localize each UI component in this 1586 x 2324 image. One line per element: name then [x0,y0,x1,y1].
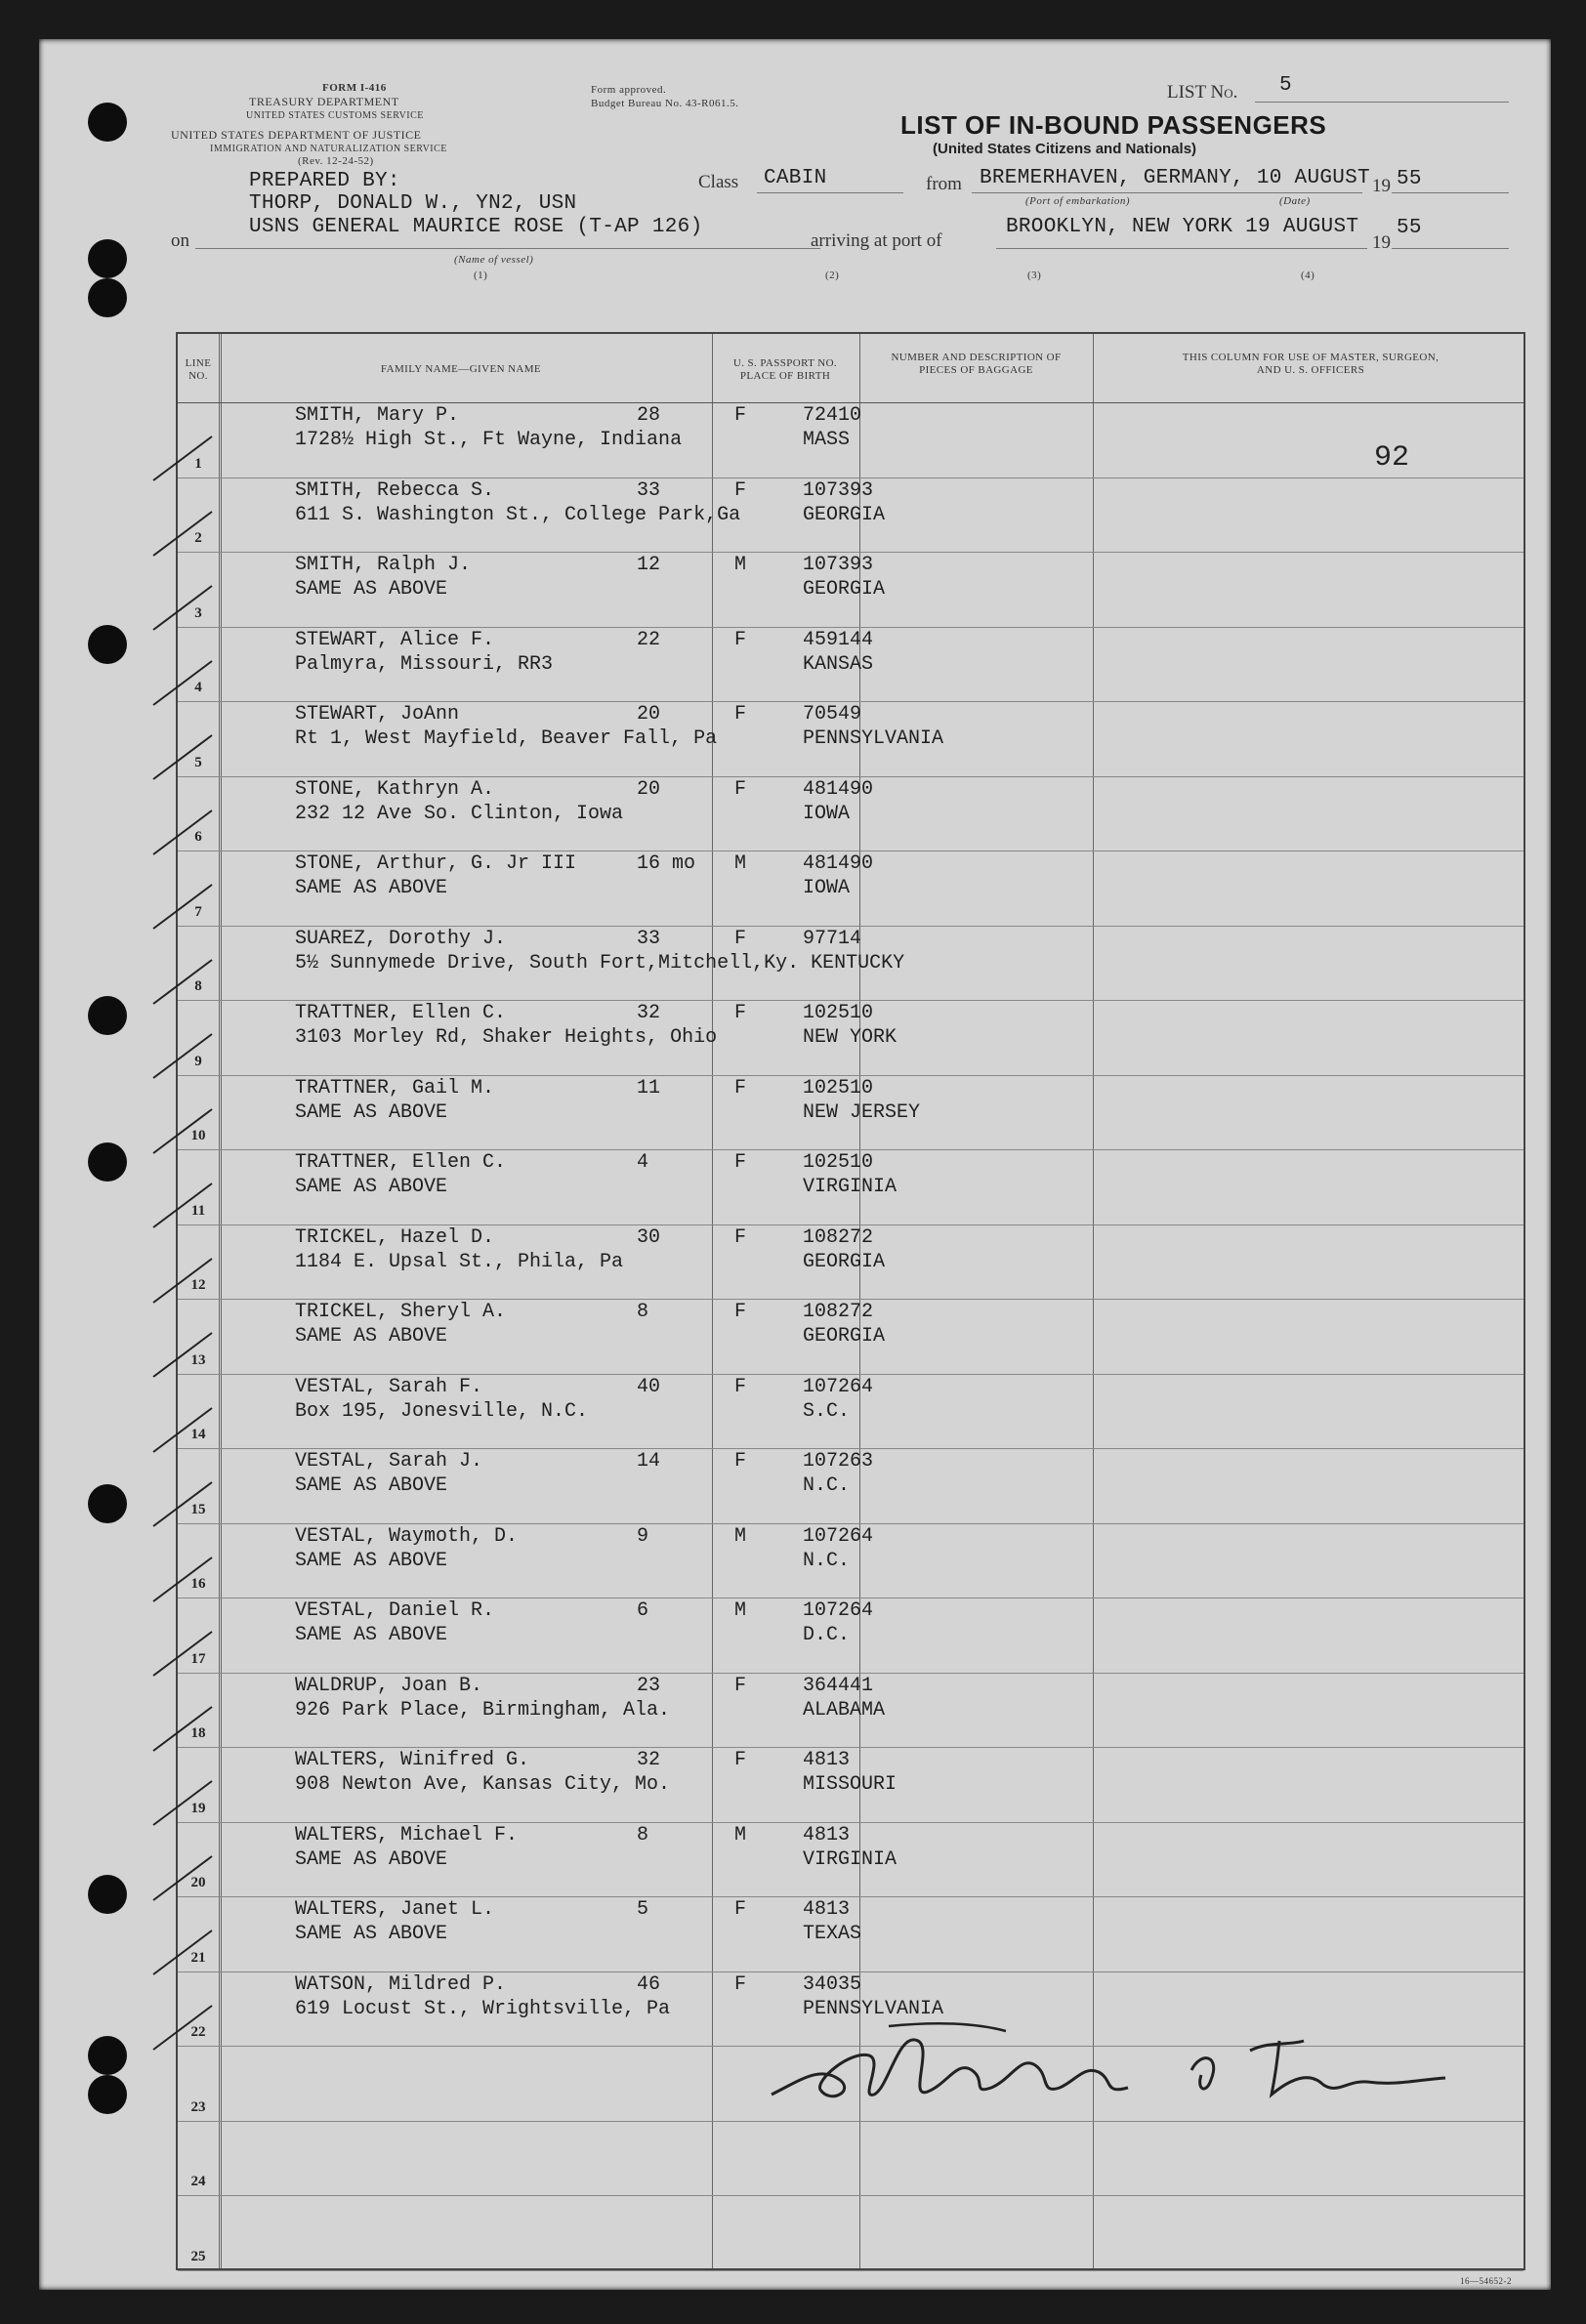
passenger-sex: F [734,1972,747,1996]
passenger-address: SAME AS ABOVE [295,1624,448,1646]
preparer-name: THORP, DONALD W., YN2, USN [249,192,577,215]
place-of-birth: NEW JERSEY [803,1100,921,1124]
passenger-name: TRICKEL, Hazel D. [295,1225,495,1249]
passenger-address: 1728½ High St., Ft Wayne, Indiana [295,429,683,451]
passenger-sex: F [734,1450,747,1473]
passenger-sex: F [734,1225,747,1249]
passport-number: 459144 [803,628,874,651]
passenger-sex: F [734,478,747,502]
passenger-age: 20 [637,703,661,726]
table-row [178,552,1523,627]
line-number: 17 [190,1650,206,1667]
passenger-sex: F [734,628,747,651]
line-number: 9 [194,1053,202,1069]
place-of-birth: GEORGIA [803,503,886,526]
form-number: FORM I-416 [322,82,387,94]
form-approved: Form approved. [591,84,667,96]
table-row [178,1075,1523,1150]
passenger-age: 40 [637,1375,661,1398]
passenger-age: 46 [637,1972,661,1996]
port-embarkation-caption: (Port of embarkation) [1025,195,1131,207]
passenger-name: WALTERS, Winifred G. [295,1749,530,1771]
passenger-name: VESTAL, Sarah F. [295,1375,483,1398]
prepared-by-label: PREPARED BY: [249,170,400,192]
passenger-age: 6 [637,1599,649,1622]
place-of-birth: NEW YORK [803,1026,897,1049]
passenger-age: 33 [637,478,661,502]
line-number: 18 [190,1725,206,1741]
form-code: 16—54652-2 [1460,2276,1512,2286]
passport-number: 4813 [803,1898,851,1921]
passenger-address: Palmyra, Missouri, RR3 [295,652,554,676]
passport-number: 107264 [803,1375,874,1398]
immigration-service: IMMIGRATION AND NATURALIZATION SERVICE [210,144,447,154]
line-number: 1 [194,455,202,472]
passenger-name: SMITH, Rebecca S. [295,478,495,502]
vessel-name: USNS GENERAL MAURICE ROSE (T-AP 126) [249,216,703,238]
passenger-age: 28 [637,404,661,427]
table-row [178,627,1523,702]
table-row [178,402,1523,477]
passenger-address: SAME AS ABOVE [295,1474,448,1497]
punch-hole [88,103,127,142]
treasury-department: TREASURY DEPARTMENT [249,95,399,108]
place-of-birth: D.C. [803,1624,851,1646]
header-baggage: NUMBER AND DESCRIPTION OF PIECES OF BAGGAGE [891,352,1062,376]
place-of-birth: MISSOURI [803,1773,897,1796]
line-number: 6 [194,829,202,845]
table-row [178,1598,1523,1673]
place-of-birth: GEORGIA [803,578,886,601]
table-row [178,1822,1523,1897]
passenger-sex: M [734,1823,747,1847]
passenger-age: 33 [637,927,661,950]
passenger-age: 8 [637,1301,649,1323]
punch-hole [88,1484,127,1523]
place-of-birth: S.C. [803,1399,851,1423]
passport-number: 34035 [803,1972,862,1996]
year-prefix-2: 19 [1372,232,1391,253]
year-suffix-1: 55 [1397,168,1422,190]
passport-number: 72410 [803,404,862,427]
passenger-address: 3103 Morley Rd, Shaker Heights, Ohio [295,1026,718,1049]
passenger-age: 30 [637,1225,661,1249]
line-number: 14 [190,1427,206,1442]
place-of-birth: GEORGIA [803,1325,886,1348]
passenger-age: 11 [637,1076,661,1100]
table-row [178,1374,1523,1449]
passenger-sex: F [734,703,747,726]
passenger-address: 1184 E. Upsal St., Phila, Pa [295,1250,624,1273]
table-row [178,1747,1523,1822]
passenger-sex: F [734,1375,747,1398]
passport-number: 102510 [803,1002,874,1024]
passenger-address: SAME AS ABOVE [295,1923,448,1945]
passenger-address: Rt 1, West Mayfield, Beaver Fall, Pa [295,727,718,750]
passenger-age: 20 [637,777,661,801]
punch-hole [88,1142,127,1182]
column-3-number: (3) [1027,270,1042,281]
table-row [178,1673,1523,1748]
table-row [178,1896,1523,1971]
passenger-name: SMITH, Ralph J. [295,554,472,576]
place-of-birth: N.C. [803,1549,851,1572]
line-number: 24 [190,2174,206,2189]
passenger-age: 22 [637,628,661,651]
passport-number: 481490 [803,777,874,801]
passenger-sex: F [734,1002,747,1024]
column-4-number: (4) [1301,270,1315,281]
place-of-birth: IOWA [803,802,851,825]
passport-number: 108272 [803,1225,874,1249]
year-suffix-2: 55 [1397,217,1422,239]
on-label: on [171,230,189,251]
passport-number: 107263 [803,1450,874,1473]
passenger-name: TRATTNER, Ellen C. [295,1002,507,1024]
place-of-birth: TEXAS [803,1923,862,1945]
passport-number: 107393 [803,554,874,576]
passenger-age: 8 [637,1823,649,1847]
passenger-name: VESTAL, Waymoth, D. [295,1524,519,1548]
line-number: 20 [190,1875,206,1890]
justice-department: UNITED STATES DEPARTMENT OF JUSTICE [171,128,422,142]
passport-number: 107264 [803,1524,874,1548]
line-number: 3 [194,604,202,621]
passenger-name: WALTERS, Janet L. [295,1898,495,1921]
passenger-age: 12 [637,554,661,576]
class-label: Class [698,172,739,192]
passport-number: 107393 [803,478,874,502]
form-title: LIST OF IN-BOUND PASSENGERS [900,110,1327,140]
line-number: 12 [190,1277,206,1293]
passenger-name: TRATTNER, Ellen C. [295,1151,507,1174]
punch-hole [88,1875,127,1914]
passport-number: 108272 [803,1301,874,1323]
table-row [178,477,1523,553]
passenger-name: VESTAL, Daniel R. [295,1599,495,1622]
passenger-address: 908 Newton Ave, Kansas City, Mo. [295,1773,671,1796]
date-caption: (Date) [1279,195,1311,207]
table-row [178,1448,1523,1523]
passenger-name: VESTAL, Sarah J. [295,1450,483,1473]
header-passport: U. S. PASSPORT NO. PLACE OF BIRTH [732,357,838,382]
passenger-address: SAME AS ABOVE [295,578,448,601]
passenger-address: SAME AS ABOVE [295,1176,448,1198]
passenger-age: 16 mo [637,852,696,875]
punch-hole [88,996,127,1035]
passenger-address: SAME AS ABOVE [295,1549,448,1572]
line-number: 2 [194,530,202,546]
passenger-name: SUAREZ, Dorothy J. [295,927,507,950]
punch-hole [88,2036,127,2075]
passport-number: 102510 [803,1076,874,1100]
passenger-name: TRICKEL, Sheryl A. [295,1301,507,1323]
passenger-sex: F [734,777,747,801]
list-number-label: LIST No. [1167,82,1238,103]
line-number: 23 [190,2098,206,2115]
passenger-age: 9 [637,1524,649,1548]
passenger-age: 32 [637,1749,661,1771]
passenger-sex: F [734,1301,747,1323]
passenger-sex: M [734,1524,747,1548]
year-prefix-1: 19 [1372,176,1391,196]
handwritten-signature [762,2012,1465,2119]
line-number: 16 [190,1576,206,1592]
header-family-name: FAMILY NAME—GIVEN NAME [380,363,542,375]
class-value: CABIN [764,167,827,189]
passenger-sex: F [734,1076,747,1100]
place-of-birth: PENNSYLVANIA [803,1997,944,2020]
passenger-age: 14 [637,1450,661,1473]
punch-hole [88,239,127,278]
passenger-age: 23 [637,1674,661,1697]
punch-hole [88,278,127,317]
passenger-age: 5 [637,1898,649,1921]
place-of-birth: IOWA [803,877,851,899]
passenger-sex: F [734,1898,747,1921]
line-number: 10 [190,1128,206,1143]
passenger-name: STONE, Kathryn A. [295,777,495,801]
passport-number: 107264 [803,1599,874,1622]
header-line-no: LINE NO. [185,357,212,382]
table-row [178,926,1523,1001]
passenger-name: WALDRUP, Joan B. [295,1674,483,1697]
table-row [178,2195,1523,2270]
form-revision: (Rev. 12-24-52) [298,155,374,167]
place-of-birth: ALABAMA [803,1698,886,1722]
table-row [178,851,1523,926]
place-of-birth: VIRGINIA [803,1847,897,1871]
passport-number: 97714 [803,927,862,950]
line-number: 22 [190,2024,206,2040]
table-row [178,2121,1523,2196]
line-number: 21 [190,1949,206,1966]
place-of-birth: MASS [803,429,851,451]
table-row [178,1299,1523,1374]
passenger-address: Box 195, Jonesville, N.C. [295,1399,589,1423]
passenger-address: SAME AS ABOVE [295,1100,448,1124]
line-number: 15 [190,1501,206,1517]
punch-hole [88,2075,127,2114]
place-of-birth: KANSAS [803,652,874,676]
table-row [178,776,1523,851]
column-2-number: (2) [825,270,840,281]
table-row [178,701,1523,776]
arriving-label: arriving at port of [811,230,942,251]
passenger-name: TRATTNER, Gail M. [295,1076,495,1100]
port-of-embarkation: BREMERHAVEN, GERMANY, 10 AUGUST [980,167,1370,189]
list-number: 5 [1279,74,1292,97]
passenger-name: WATSON, Mildred P. [295,1972,507,1996]
passport-number: 102510 [803,1151,874,1174]
passenger-sex: F [734,1674,747,1697]
passport-number: 364441 [803,1674,874,1697]
passenger-address: 5½ Sunnymede Drive, South Fort,Mitchell,Ky. KENTUCKY [295,951,905,975]
document-page [39,39,1551,2290]
passenger-sex: F [734,404,747,427]
passenger-address: SAME AS ABOVE [295,1847,448,1871]
header-officers: THIS COLUMN FOR USE OF MASTER, SURGEON, AND U. S. OFFICERS [1182,352,1440,376]
passenger-sex: F [734,1151,747,1174]
passport-number: 4813 [803,1749,851,1771]
passenger-age: 32 [637,1002,661,1024]
from-label: from [926,174,962,194]
place-of-birth: GEORGIA [803,1250,886,1273]
passenger-sex: F [734,1749,747,1771]
column-1-number: (1) [474,270,488,281]
line-number: 19 [190,1800,206,1816]
passenger-name: SMITH, Mary P. [295,404,460,427]
table-row [178,1000,1523,1075]
passenger-name: STEWART, Alice F. [295,628,495,651]
passenger-address: SAME AS ABOVE [295,877,448,899]
passenger-address: 926 Park Place, Birmingham, Ala. [295,1698,671,1722]
passenger-name: STEWART, JoAnn [295,703,460,726]
passport-number: 70549 [803,703,862,726]
passenger-address: SAME AS ABOVE [295,1325,448,1348]
budget-bureau: Budget Bureau No. 43-R061.5. [591,98,739,109]
passenger-address: 232 12 Ave So. Clinton, Iowa [295,802,624,825]
form-subtitle: (United States Citizens and Nationals) [933,141,1197,157]
passenger-table [176,332,1525,2270]
place-of-birth: VIRGINIA [803,1176,897,1198]
line-number: 8 [194,978,202,994]
table-row [178,1224,1523,1300]
port-of-arrival: BROOKLYN, NEW YORK 19 AUGUST [1006,216,1359,238]
passenger-name: WALTERS, Michael F. [295,1823,519,1847]
passenger-age: 4 [637,1151,649,1174]
line-number: 4 [194,680,202,695]
passport-number: 481490 [803,852,874,875]
place-of-birth: PENNSYLVANIA [803,727,944,750]
line-number: 25 [190,2248,206,2264]
passenger-address: 619 Locust St., Wrightsville, Pa [295,1997,671,2020]
line-number: 13 [190,1351,206,1368]
passenger-address: 611 S. Washington St., College Park,Ga [295,503,741,526]
passenger-name: STONE, Arthur, G. Jr III [295,852,577,875]
officer-note: 92 [1374,441,1410,475]
table-row [178,1523,1523,1598]
passenger-sex: M [734,852,747,875]
customs-service: UNITED STATES CUSTOMS SERVICE [246,110,424,121]
punch-hole [88,625,127,664]
passport-number: 4813 [803,1823,851,1847]
passenger-sex: M [734,554,747,576]
vessel-caption: (Name of vessel) [454,254,534,266]
table-row [178,1149,1523,1224]
passenger-sex: M [734,1599,747,1622]
line-number: 7 [194,903,202,920]
line-number: 11 [190,1202,206,1219]
line-number: 5 [194,754,202,770]
place-of-birth: N.C. [803,1474,851,1497]
passenger-sex: F [734,927,747,950]
